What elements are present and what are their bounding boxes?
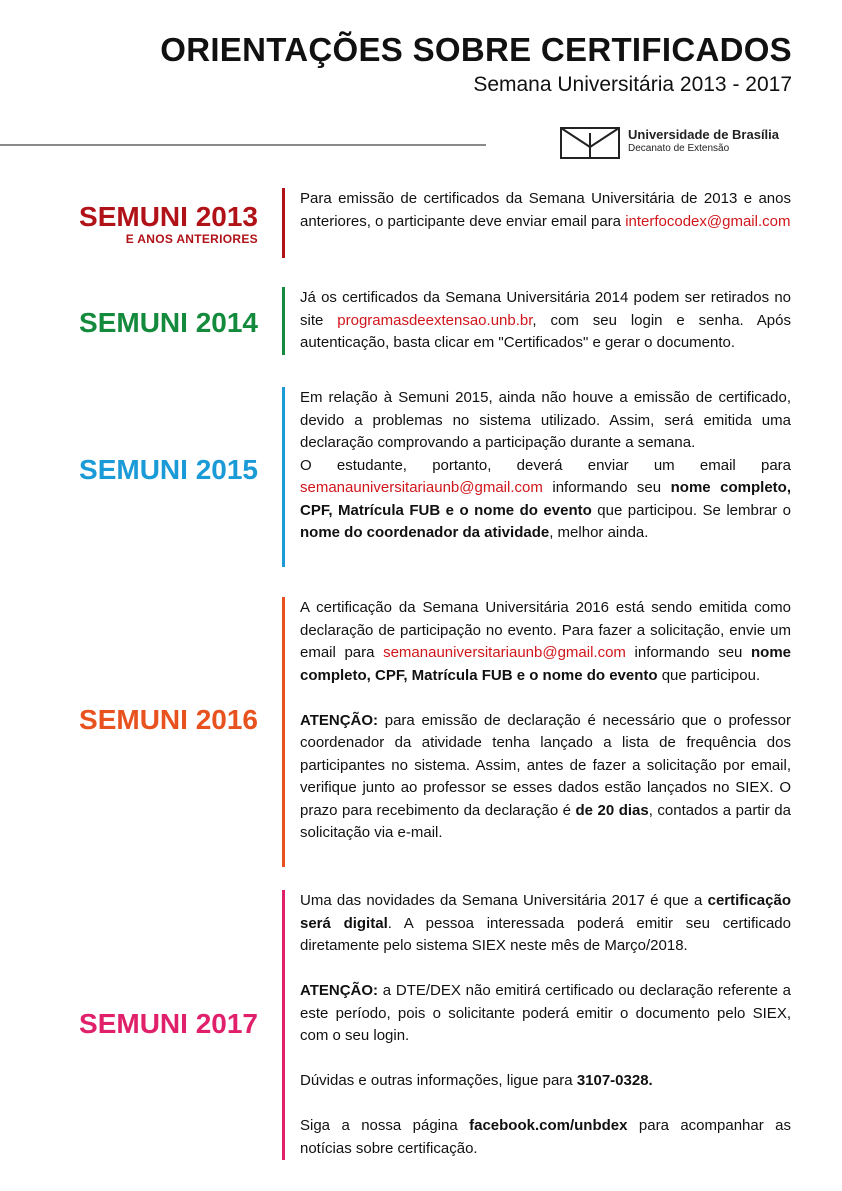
section-text-2013 (300, 188, 791, 233)
unb-logo (560, 127, 779, 159)
semuni-2013-title: SEMUNI 2013 (79, 201, 258, 232)
email-link-2013[interactable]: interfocodex@gmail.com (625, 212, 791, 230)
semuni-2015-p2-bold-2: nome do coordenador da atividade (300, 524, 550, 541)
facebook-link[interactable]: facebook.com/unbdex (469, 1117, 628, 1134)
semuni-2016-p2-a: para emissão de declaração é necessário que o professor coordenador da atividade tenha lançado a lista de frequência dos participantes no sistema. Assim, antes de fazer a solicitação por email, verifique junto ao professor se esses dados estão lançados no SIEX. O prazo para recebimento da declaração é (300, 711, 791, 819)
section-label-2013 (0, 202, 258, 246)
semuni-2015-p2-d: , melhor ainda. (549, 524, 649, 541)
section-text-2017 (300, 890, 791, 1160)
semuni-2017-p4-a: Siga a nossa página (300, 1117, 470, 1134)
semuni-2014-title: SEMUNI 2014 (79, 307, 258, 338)
semuni-2015-p2-c: que participou. Se lembrar o (591, 501, 791, 519)
header-divider (0, 144, 486, 146)
site-link-2014[interactable]: programasdeextensao.unb.br (337, 311, 533, 329)
semuni-2013-subtitle: E ANOS ANTERIORES (125, 232, 258, 246)
semuni-2014-text-end: , com seu login e senha. Após autenticação, basta clicar em "Certificados" e gerar o documento. (300, 311, 791, 351)
semuni-2017-attention: ATENÇÃO: (300, 982, 379, 999)
semuni-2017-p1-b: . A pessoa interessada poderá emitir seu certificado diretamente pelo sistema SIEX neste mês de Março/2018. (300, 914, 791, 954)
email-link-2015[interactable]: semanauniversitariaunb@gmail.com (300, 479, 543, 496)
semuni-2017-p1-bold: certificação será digital (300, 892, 791, 932)
email-link-2016[interactable]: semanauniversitariaunb@gmail.com (383, 644, 626, 661)
section-label-2016 (0, 705, 258, 735)
phone-number: 3107-0328. (576, 1072, 653, 1089)
page-title: ORIENTAÇÕES SOBRE CERTIFICADOS (160, 31, 792, 68)
semuni-2015-p2-b: informando seu (542, 479, 671, 496)
section-bar-2015 (282, 387, 285, 567)
section-text-2014 (300, 287, 791, 355)
semuni-2016-p1-bold: nome completo, CPF, Matrícula FUB e o nome do evento (300, 644, 792, 684)
semuni-2016-p1-c: que participou. (657, 666, 761, 684)
section-bar-2014 (282, 287, 285, 355)
semuni-2017-p2: a DTE/DEX não emitirá certificado ou declaração referente a este período, pois o solicitante poderá emitir o documento pelo SIEX, com o seu login. (300, 982, 791, 1044)
semuni-2015-p2-a: O estudante, portanto, deverá enviar um email para (300, 456, 791, 474)
unb-logo-icon (560, 127, 620, 159)
semuni-2014-text-start: Já os certificados da Semana Universitária 2014 podem ser retirados no site (300, 289, 791, 329)
logo-department: Decanato de Extensão (628, 143, 730, 154)
semuni-2015-p2-bold: nome completo, CPF, Matrícula FUB e o nome do evento (300, 479, 792, 519)
semuni-2017-title: SEMUNI 2017 (79, 1008, 258, 1039)
logo-university-name: Universidade de Brasília (628, 127, 780, 142)
section-text-2015 (300, 387, 791, 545)
page-subtitle: Semana Universitária 2013 - 2017 (473, 73, 792, 96)
section-text-2016 (300, 597, 791, 845)
semuni-2017-p1-a: Uma das novidades da Semana Universitária 2017 é que a (300, 892, 708, 909)
semuni-2016-p1-a: A certificação da Semana Universitária 2016 está sendo emitida como declaração de participação no evento. Para fazer a solicitação, envie um email para (300, 599, 791, 661)
semuni-2016-p2-bold: de 20 dias (575, 801, 649, 819)
semuni-2016-title: SEMUNI 2016 (79, 704, 258, 735)
section-label-2015 (0, 455, 258, 485)
semuni-2016-p2-b: , contados a partir da solicitação via e-mail. (300, 801, 791, 841)
semuni-2017-p3: Dúvidas e outras informações, ligue para (300, 1072, 577, 1089)
section-bar-2017 (282, 890, 285, 1160)
section-label-2014 (0, 308, 258, 338)
semuni-2016-attention: ATENÇÃO: (300, 711, 379, 729)
page-header (0, 30, 792, 98)
semuni-2017-p4-b: para acompanhar as notícias sobre certificação. (300, 1117, 791, 1157)
section-bar-2013 (282, 188, 285, 258)
semuni-2013-text: Para emissão de certificados da Semana Universitária de 2013 e anos anteriores, o participante deve enviar email para (300, 190, 791, 230)
semuni-2016-p1-b: informando seu (625, 644, 751, 661)
section-label-2017 (0, 1009, 258, 1039)
section-bar-2016 (282, 597, 285, 867)
semuni-2015-paragraph-1: Em relação à Semuni 2015, ainda não houve a emissão de certificado, devido a problemas no sistema utilizado. Assim, será emitida uma declaração comprovando a participação durante a semana. (300, 389, 791, 451)
semuni-2015-title: SEMUNI 2015 (79, 454, 258, 485)
